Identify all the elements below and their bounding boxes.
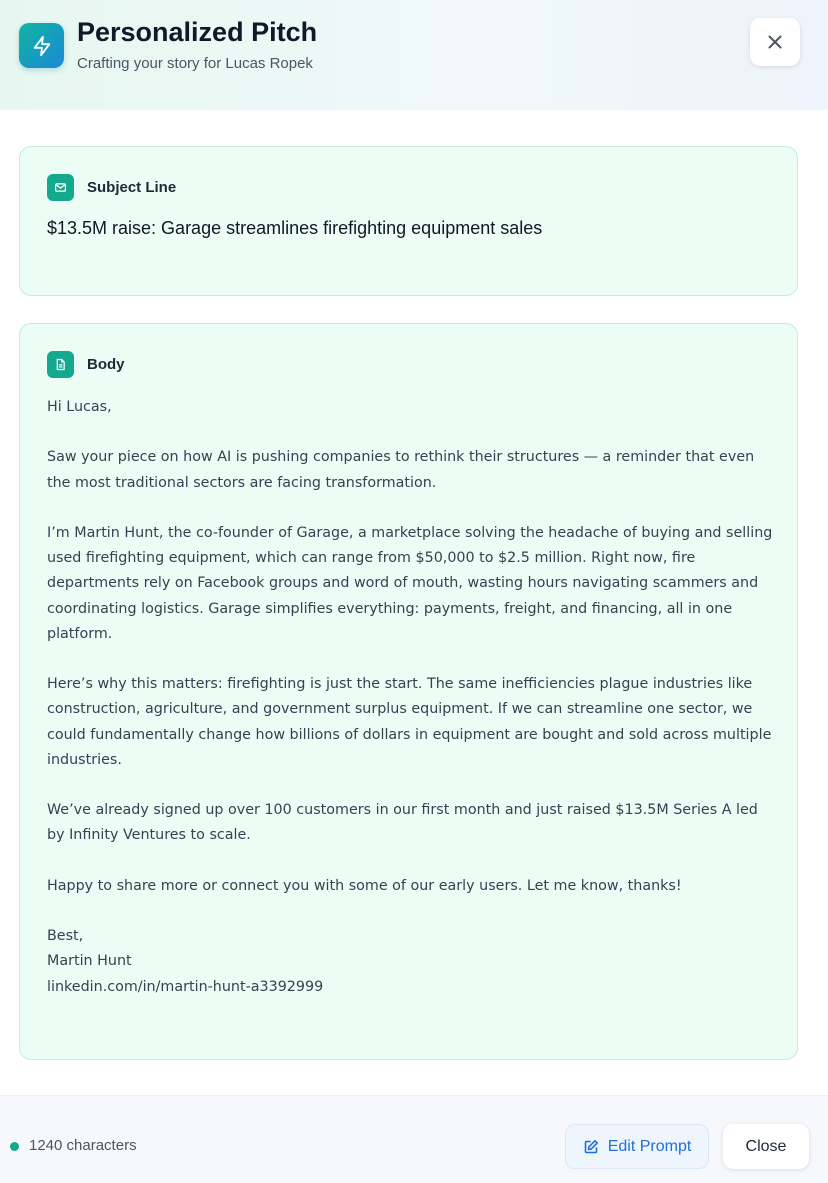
email-paragraph: Happy to share more or connect you with some of our early users. Let me know, thanks! (47, 877, 682, 894)
email-paragraph: I’m Martin Hunt, the co-founder of Garage, a marketplace solving the headache of buying and selling used firefighting equipment, which can range from $50,000 to $2.5 million. Right now, fire departments rely on Facebook groups and word of mouth, wasting hours navigating scammers and coordinating logistics. Garage simplifies everything: payments, freight, and financing, all in one platform. (47, 524, 773, 642)
document-icon (47, 351, 74, 378)
edit-prompt-button[interactable] (565, 1124, 709, 1169)
subject-line-card (19, 146, 798, 296)
email-greeting: Hi Lucas, (47, 399, 112, 415)
body-card (19, 323, 798, 1060)
edit-icon (583, 1139, 599, 1155)
email-signoff: Best, (47, 928, 84, 945)
close-icon-button[interactable] (750, 18, 800, 66)
email-paragraph: Here’s why this matters: firefighting is just the start. The same inefficiencies plague industries like construction, agriculture, and government surplus equipment. If we can streamline one sector, we could fundamentally change how billions of dollars in equipment are bought and sold across multiple industries. (47, 676, 772, 768)
body-label: Body (87, 356, 125, 373)
page-subtitle: Crafting your story for Lucas Ropek (77, 55, 313, 72)
email-paragraph: We’ve already signed up over 100 customers in our first month and just raised $13.5M Series A led by Infinity Ventures to scale. (47, 802, 758, 844)
email-signature-name: Martin Hunt (47, 953, 132, 970)
character-count: 1240 characters (29, 1137, 137, 1154)
close-button[interactable]: Close (723, 1124, 809, 1169)
subject-line-header (47, 174, 176, 201)
subject-line-text: $13.5M raise: Garage streamlines firefighting equipment sales (47, 218, 543, 238)
body-header (47, 351, 125, 378)
subject-line-label: Subject Line (87, 179, 177, 196)
close-icon (767, 34, 783, 50)
modal-header (0, 0, 828, 110)
mail-icon (47, 174, 74, 201)
lightning-icon (19, 23, 64, 68)
status-dot (10, 1142, 19, 1151)
page-title: Personalized Pitch (77, 17, 318, 47)
email-paragraph: Saw your piece on how AI is pushing companies to rethink their structures — a reminder that even the most traditional sectors are facing transformation. (47, 449, 755, 491)
modal-footer (0, 1095, 828, 1183)
email-body (47, 395, 775, 1000)
email-signature-linkedin: linkedin.com/in/martin-hunt-a3392999 (47, 978, 324, 995)
edit-prompt-label: Edit Prompt (607, 1137, 692, 1155)
